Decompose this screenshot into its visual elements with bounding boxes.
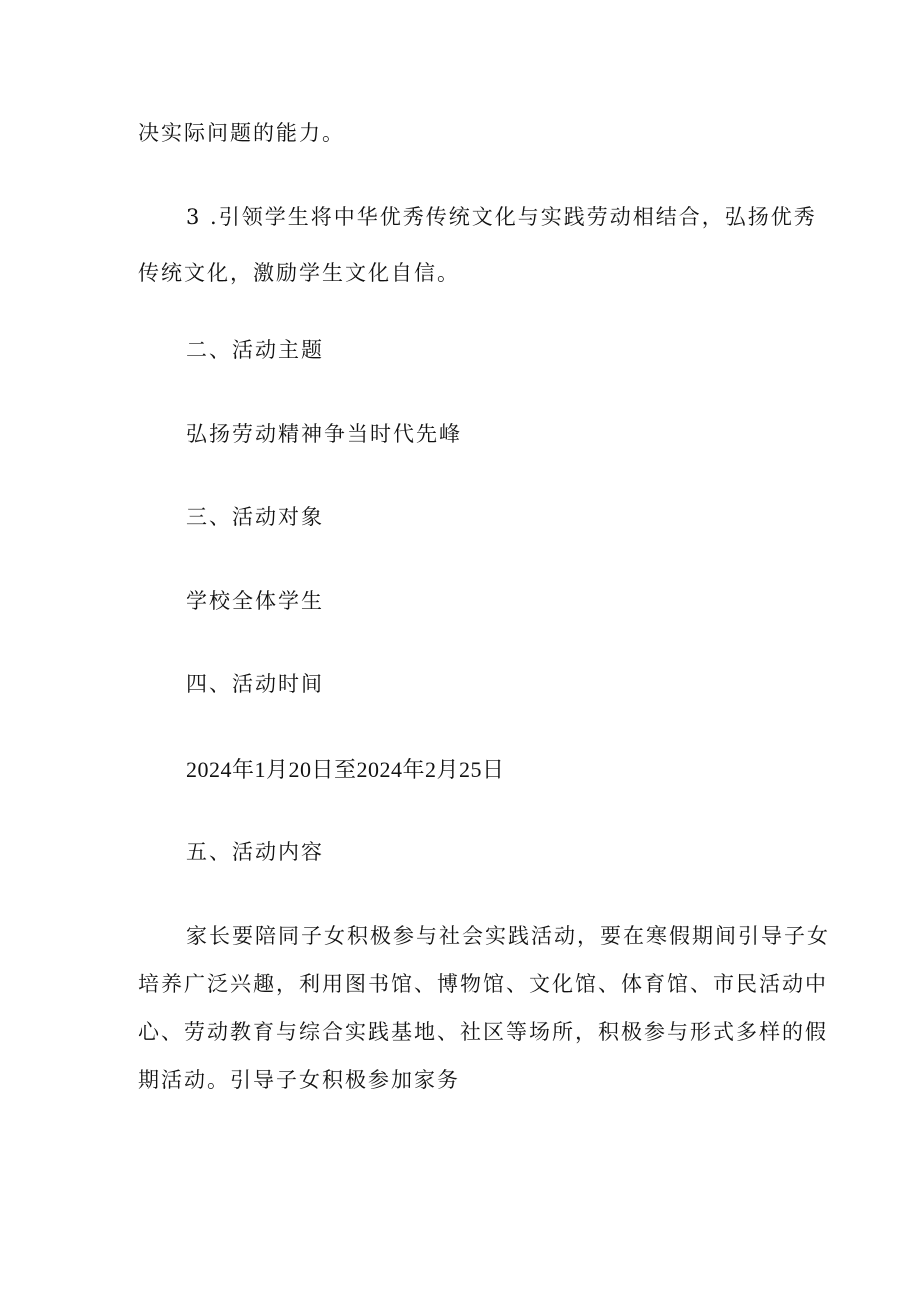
content-line-4: 期活动。引导子女积极参加家务 — [138, 1068, 460, 1092]
objective-3-line-1: 3 .引领学生将中华优秀传统文化与实践劳动相结合，弘扬优秀 — [186, 205, 817, 229]
section-heading-theme: 二、活动主题 — [186, 338, 324, 362]
content-line-2: 培养广泛兴趣，利用图书馆、博物馆、文化馆、体育馆、市民活动中 — [138, 972, 828, 996]
section-heading-time: 四、活动时间 — [186, 672, 324, 696]
paragraph-continuation: 决实际问题的能力。 — [138, 121, 345, 145]
time-text: 2024年1月20日至2024年2月25日 — [186, 757, 505, 782]
theme-text: 弘扬劳动精神争当时代先峰 — [186, 422, 462, 446]
content-line-1: 家长要陪同子女积极参与社会实践活动，要在寒假期间引导子女 — [186, 924, 830, 948]
audience-text: 学校全体学生 — [186, 589, 324, 613]
section-heading-content: 五、活动内容 — [186, 840, 324, 864]
objective-3-line-2: 传统文化，激励学生文化自信。 — [138, 261, 460, 285]
content-line-3: 心、劳动教育与综合实践基地、社区等场所，积极参与形式多样的假 — [138, 1020, 828, 1044]
section-heading-audience: 三、活动对象 — [186, 505, 324, 529]
